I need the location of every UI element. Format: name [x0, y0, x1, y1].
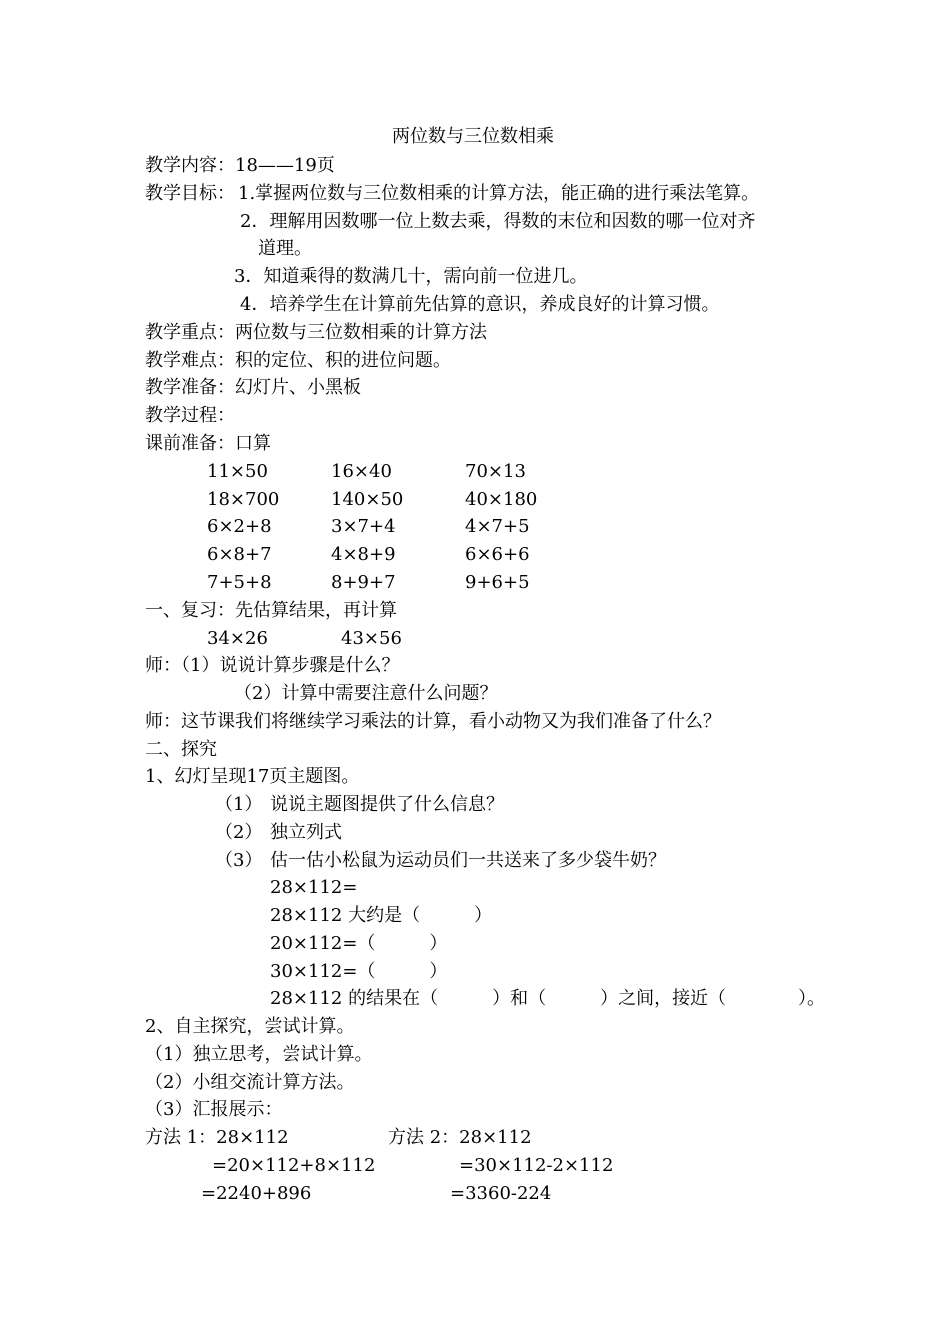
oral-item: 6×6+6	[465, 544, 530, 565]
review-heading: 一、复习：先估算结果，再计算	[145, 600, 397, 621]
goals-label: 教学目标：	[145, 183, 235, 204]
page-title: 两位数与三位数相乘	[392, 126, 554, 147]
oral-item: 8+9+7	[331, 572, 396, 593]
goal-item: 2．理解用因数哪一位上数去乘，得数的末位和因数的哪一位对齐	[240, 211, 756, 232]
oral-item: 40×180	[465, 489, 538, 510]
sub-number: （2）	[215, 822, 263, 843]
oral-item: 16×40	[331, 461, 392, 482]
goal-item: 1.掌握两位数与三位数相乘的计算方法，能正确的进行乘法笔算。	[238, 183, 760, 204]
oral-item: 3×7+4	[331, 516, 396, 537]
step-item: （2）小组交流计算方法。	[145, 1072, 355, 1093]
method-1-line: =20×112+8×112	[212, 1155, 376, 1176]
explore-heading: 二、探究	[145, 739, 217, 760]
process-label: 教学过程：	[145, 405, 235, 426]
sub-text: 估一估小松鼠为运动员们一共送来了多少袋牛奶？	[270, 850, 666, 871]
method-1-line: =2240+896	[201, 1183, 312, 1204]
teacher-question: 师：（1）说说计算步骤是什么？	[145, 655, 400, 676]
preparation: 教学准备：幻灯片、小黑板	[145, 377, 361, 398]
oral-item: 140×50	[331, 489, 404, 510]
step-item: （3）汇报展示：	[145, 1099, 283, 1120]
estimate-line: 28×112=	[270, 877, 358, 898]
oral-item: 6×8+7	[207, 544, 272, 565]
oral-item: 7+5+8	[207, 572, 272, 593]
pre-class: 课前准备：口算	[145, 433, 271, 454]
method-2-line: =30×112-2×112	[459, 1155, 614, 1176]
goal-item: 4．培养学生在计算前先估算的意识，养成良好的计算习惯。	[240, 294, 720, 315]
estimate-line: 28×112 的结果在（ ）和（ ）之间，接近（ ）。	[270, 988, 826, 1009]
oral-item: 18×700	[207, 489, 280, 510]
oral-item: 6×2+8	[207, 516, 272, 537]
teacher-intro: 师：这节课我们将继续学习乘法的计算，看小动物又为我们准备了什么？	[145, 711, 721, 732]
goal-item: 3．知道乘得的数满几十，需向前一位进几。	[234, 266, 588, 287]
estimate-line: 20×112=（ ）	[270, 933, 448, 954]
key-point: 教学重点：两位数与三位数相乘的计算方法	[145, 322, 487, 343]
oral-item: 9+6+5	[465, 572, 530, 593]
sub-text: 说说主题图提供了什么信息？	[270, 794, 504, 815]
explore-step: 2、自主探究，尝试计算。	[145, 1016, 355, 1037]
method-2-line: 方法 2：28×112	[388, 1127, 532, 1148]
method-2-line: =3360-224	[450, 1183, 552, 1204]
oral-item: 4×7+5	[465, 516, 530, 537]
difficulty: 教学难点：积的定位、积的进位问题。	[145, 350, 451, 371]
explore-step: 1、幻灯呈现17页主题图。	[145, 766, 360, 787]
teaching-content: 教学内容：18——19页	[145, 155, 335, 176]
method-1-line: 方法 1：28×112	[145, 1127, 289, 1148]
estimate-line: 28×112 大约是（ ）	[270, 905, 493, 926]
sub-number: （1）	[215, 794, 263, 815]
sub-number: （3）	[215, 850, 263, 871]
step-item: （1）独立思考，尝试计算。	[145, 1044, 373, 1065]
oral-item: 11×50	[207, 461, 268, 482]
teacher-question: （2）计算中需要注意什么问题？	[234, 683, 498, 704]
review-item: 34×26	[207, 628, 268, 649]
review-item: 43×56	[341, 628, 402, 649]
sub-text: 独立列式	[270, 822, 342, 843]
oral-item: 70×13	[465, 461, 526, 482]
estimate-line: 30×112=（ ）	[270, 961, 448, 982]
goal-item-cont: 道理。	[258, 238, 312, 259]
oral-item: 4×8+9	[331, 544, 396, 565]
